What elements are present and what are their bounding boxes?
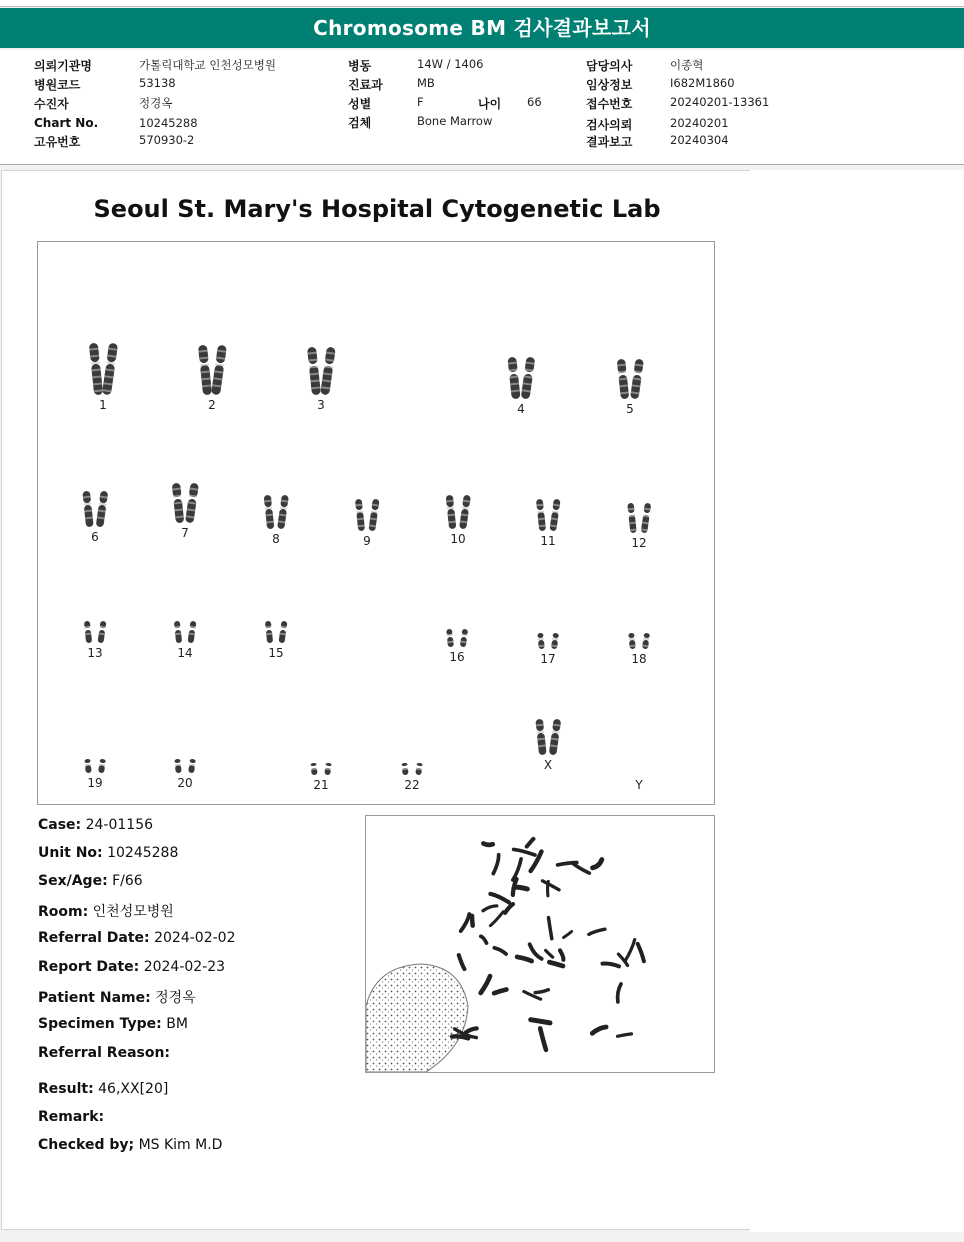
sex-value: F: [417, 95, 424, 109]
unique-id-label: 고유번호: [34, 135, 81, 149]
patient-label: 수진자: [34, 97, 69, 111]
chromosome-X: [518, 718, 578, 772]
chromosome-label: 14: [177, 646, 193, 660]
chromosome-label: 15: [268, 646, 284, 660]
age-value: 66: [527, 95, 542, 109]
report-title: Chromosome BM 검사결과보고서: [0, 8, 964, 48]
patient-value: 정경옥: [139, 96, 173, 110]
chromosome-15: [246, 620, 306, 660]
chromosome-label: 10: [450, 532, 466, 546]
chromosome-label: 6: [91, 530, 99, 544]
room-value: 인천성모병원: [92, 904, 174, 920]
unit-no-value: 10245288: [107, 845, 179, 861]
sex-age-field: [38, 873, 143, 889]
report-date-field: [38, 959, 225, 975]
receipt-no-label: 접수번호: [586, 97, 633, 111]
ward-value: 14W / 1406: [417, 57, 484, 71]
clinical-info-value: I682M1860: [670, 76, 735, 90]
chromosome-label: 17: [540, 652, 556, 666]
chromosome-Y: [609, 762, 669, 792]
request-date-label: 검사의뢰: [586, 118, 633, 132]
hospital-value: 가톨릭대학교 인천성모병원: [139, 58, 276, 72]
chromosome-22: [382, 762, 442, 792]
chromosome-14: [155, 620, 215, 660]
unit-no-field: [38, 845, 178, 861]
remark-label: Remark:: [38, 1109, 105, 1125]
patient-name-field: [38, 987, 196, 1007]
report-date-label: 결과보고: [586, 135, 633, 149]
chromosome-label: 11: [540, 534, 556, 548]
chromosome-8: [246, 494, 306, 546]
chromosome-21: [291, 762, 351, 792]
chromosome-9: [337, 498, 397, 548]
chromosome-6: [65, 490, 125, 544]
patient-name-label: Patient Name:: [38, 990, 151, 1006]
hospital-code-value: 53138: [139, 76, 176, 90]
chromosome-label: 22: [404, 778, 420, 792]
referral-date-field: [38, 930, 235, 946]
chromosome-16: [427, 628, 487, 664]
receipt-no-value: 20240201-13361: [670, 95, 770, 109]
sex-age-value: F/66: [112, 873, 143, 889]
doctor-value: 이종혁: [670, 58, 704, 72]
case-field: [38, 817, 153, 833]
chromosome-label: 12: [631, 536, 647, 550]
chromosome-label: X: [543, 758, 553, 772]
metaphase-image: [365, 815, 715, 1073]
report-page: [1, 170, 751, 1230]
chromosome-label: 3: [317, 398, 325, 412]
chromosome-label: 19: [87, 776, 103, 790]
metaphase-spread-illustration: [366, 816, 714, 1072]
report-date-field-value: 2024-02-23: [143, 959, 226, 975]
clinical-info-label: 임상정보: [586, 78, 633, 92]
request-date-value: 20240201: [670, 116, 729, 130]
chromosome-label: 16: [449, 650, 465, 664]
referral-reason-field: [38, 1045, 170, 1061]
sex-age-label: Sex/Age:: [38, 873, 108, 889]
chromosome-2: [182, 344, 242, 412]
report-header: [0, 50, 964, 165]
specimen-type-label: Specimen Type:: [38, 1016, 162, 1032]
referral-date-value: 2024-02-02: [154, 930, 236, 946]
chromosome-label: 13: [87, 646, 103, 660]
specimen-value: Bone Marrow: [417, 114, 493, 128]
chromosome-label: 20: [177, 776, 193, 790]
result-field: [38, 1081, 168, 1097]
chromosome-7: [155, 482, 215, 540]
chart-no-label: Chart No.: [34, 116, 99, 130]
report-date-value: 20240304: [670, 133, 729, 147]
chromosome-label: 1: [99, 398, 107, 412]
chromosome-4: [491, 356, 551, 416]
referral-date-label: Referral Date:: [38, 930, 150, 946]
checked-by-value: MS Kim M.D: [138, 1137, 223, 1153]
top-edge: [0, 0, 964, 7]
chromosome-label: Y: [635, 778, 643, 792]
chromosome-20: [155, 758, 215, 790]
chromosome-label: 8: [272, 532, 280, 546]
unit-no-label: Unit No:: [38, 845, 103, 861]
chromosome-label: 18: [631, 652, 647, 666]
hospital-label: 의뢰기관명: [34, 59, 92, 73]
room-field: [38, 901, 174, 921]
hospital-code-label: 병원코드: [34, 78, 81, 92]
lab-title: Seoul St. Mary's Hospital Cytogenetic Lab: [93, 195, 661, 223]
referral-reason-label: Referral Reason:: [38, 1045, 171, 1061]
case-label: Case:: [38, 817, 82, 833]
karyogram: [37, 241, 715, 805]
specimen-type-value: BM: [166, 1016, 188, 1032]
result-value: 46,XX[20]: [98, 1081, 169, 1097]
report-date-field-label: Report Date:: [38, 959, 140, 975]
chromosome-11: [518, 498, 578, 548]
chart-no-value: 10245288: [139, 116, 198, 130]
chromosome-19: [65, 758, 125, 790]
chromosome-label: 4: [517, 402, 525, 416]
chromosome-12: [609, 502, 669, 550]
case-value: 24-01156: [85, 817, 154, 833]
chromosome-5: [600, 358, 660, 416]
result-label: Result:: [38, 1081, 94, 1097]
specimen-type-field: [38, 1016, 188, 1032]
chromosome-label: 7: [181, 526, 189, 540]
room-label: Room:: [38, 904, 89, 920]
department-label: 진료과: [348, 78, 383, 92]
checked-by-label: Checked by;: [38, 1137, 135, 1153]
chromosome-label: 21: [313, 778, 329, 792]
patient-name-value: 정경옥: [155, 990, 196, 1006]
right-blank-panel: [750, 170, 964, 1232]
specimen-label: 검체: [348, 116, 372, 130]
chromosome-18: [609, 632, 669, 666]
chromosome-1: [73, 342, 133, 412]
sex-label: 성별: [348, 97, 372, 111]
ward-label: 병동: [348, 59, 372, 73]
doctor-label: 담당의사: [586, 59, 633, 73]
checked-by-field: [38, 1137, 222, 1153]
chromosome-label: 9: [363, 534, 371, 548]
chromosome-3: [291, 346, 351, 412]
department-value: MB: [417, 76, 435, 90]
chromosome-13: [65, 620, 125, 660]
unique-id-value: 570930-2: [139, 133, 195, 147]
age-label: 나이: [478, 97, 502, 111]
chromosome-label: 2: [208, 398, 216, 412]
chromosome-label: 5: [626, 402, 634, 416]
remark-field: [38, 1109, 104, 1125]
chromosome-10: [428, 494, 488, 546]
chromosome-17: [518, 632, 578, 666]
